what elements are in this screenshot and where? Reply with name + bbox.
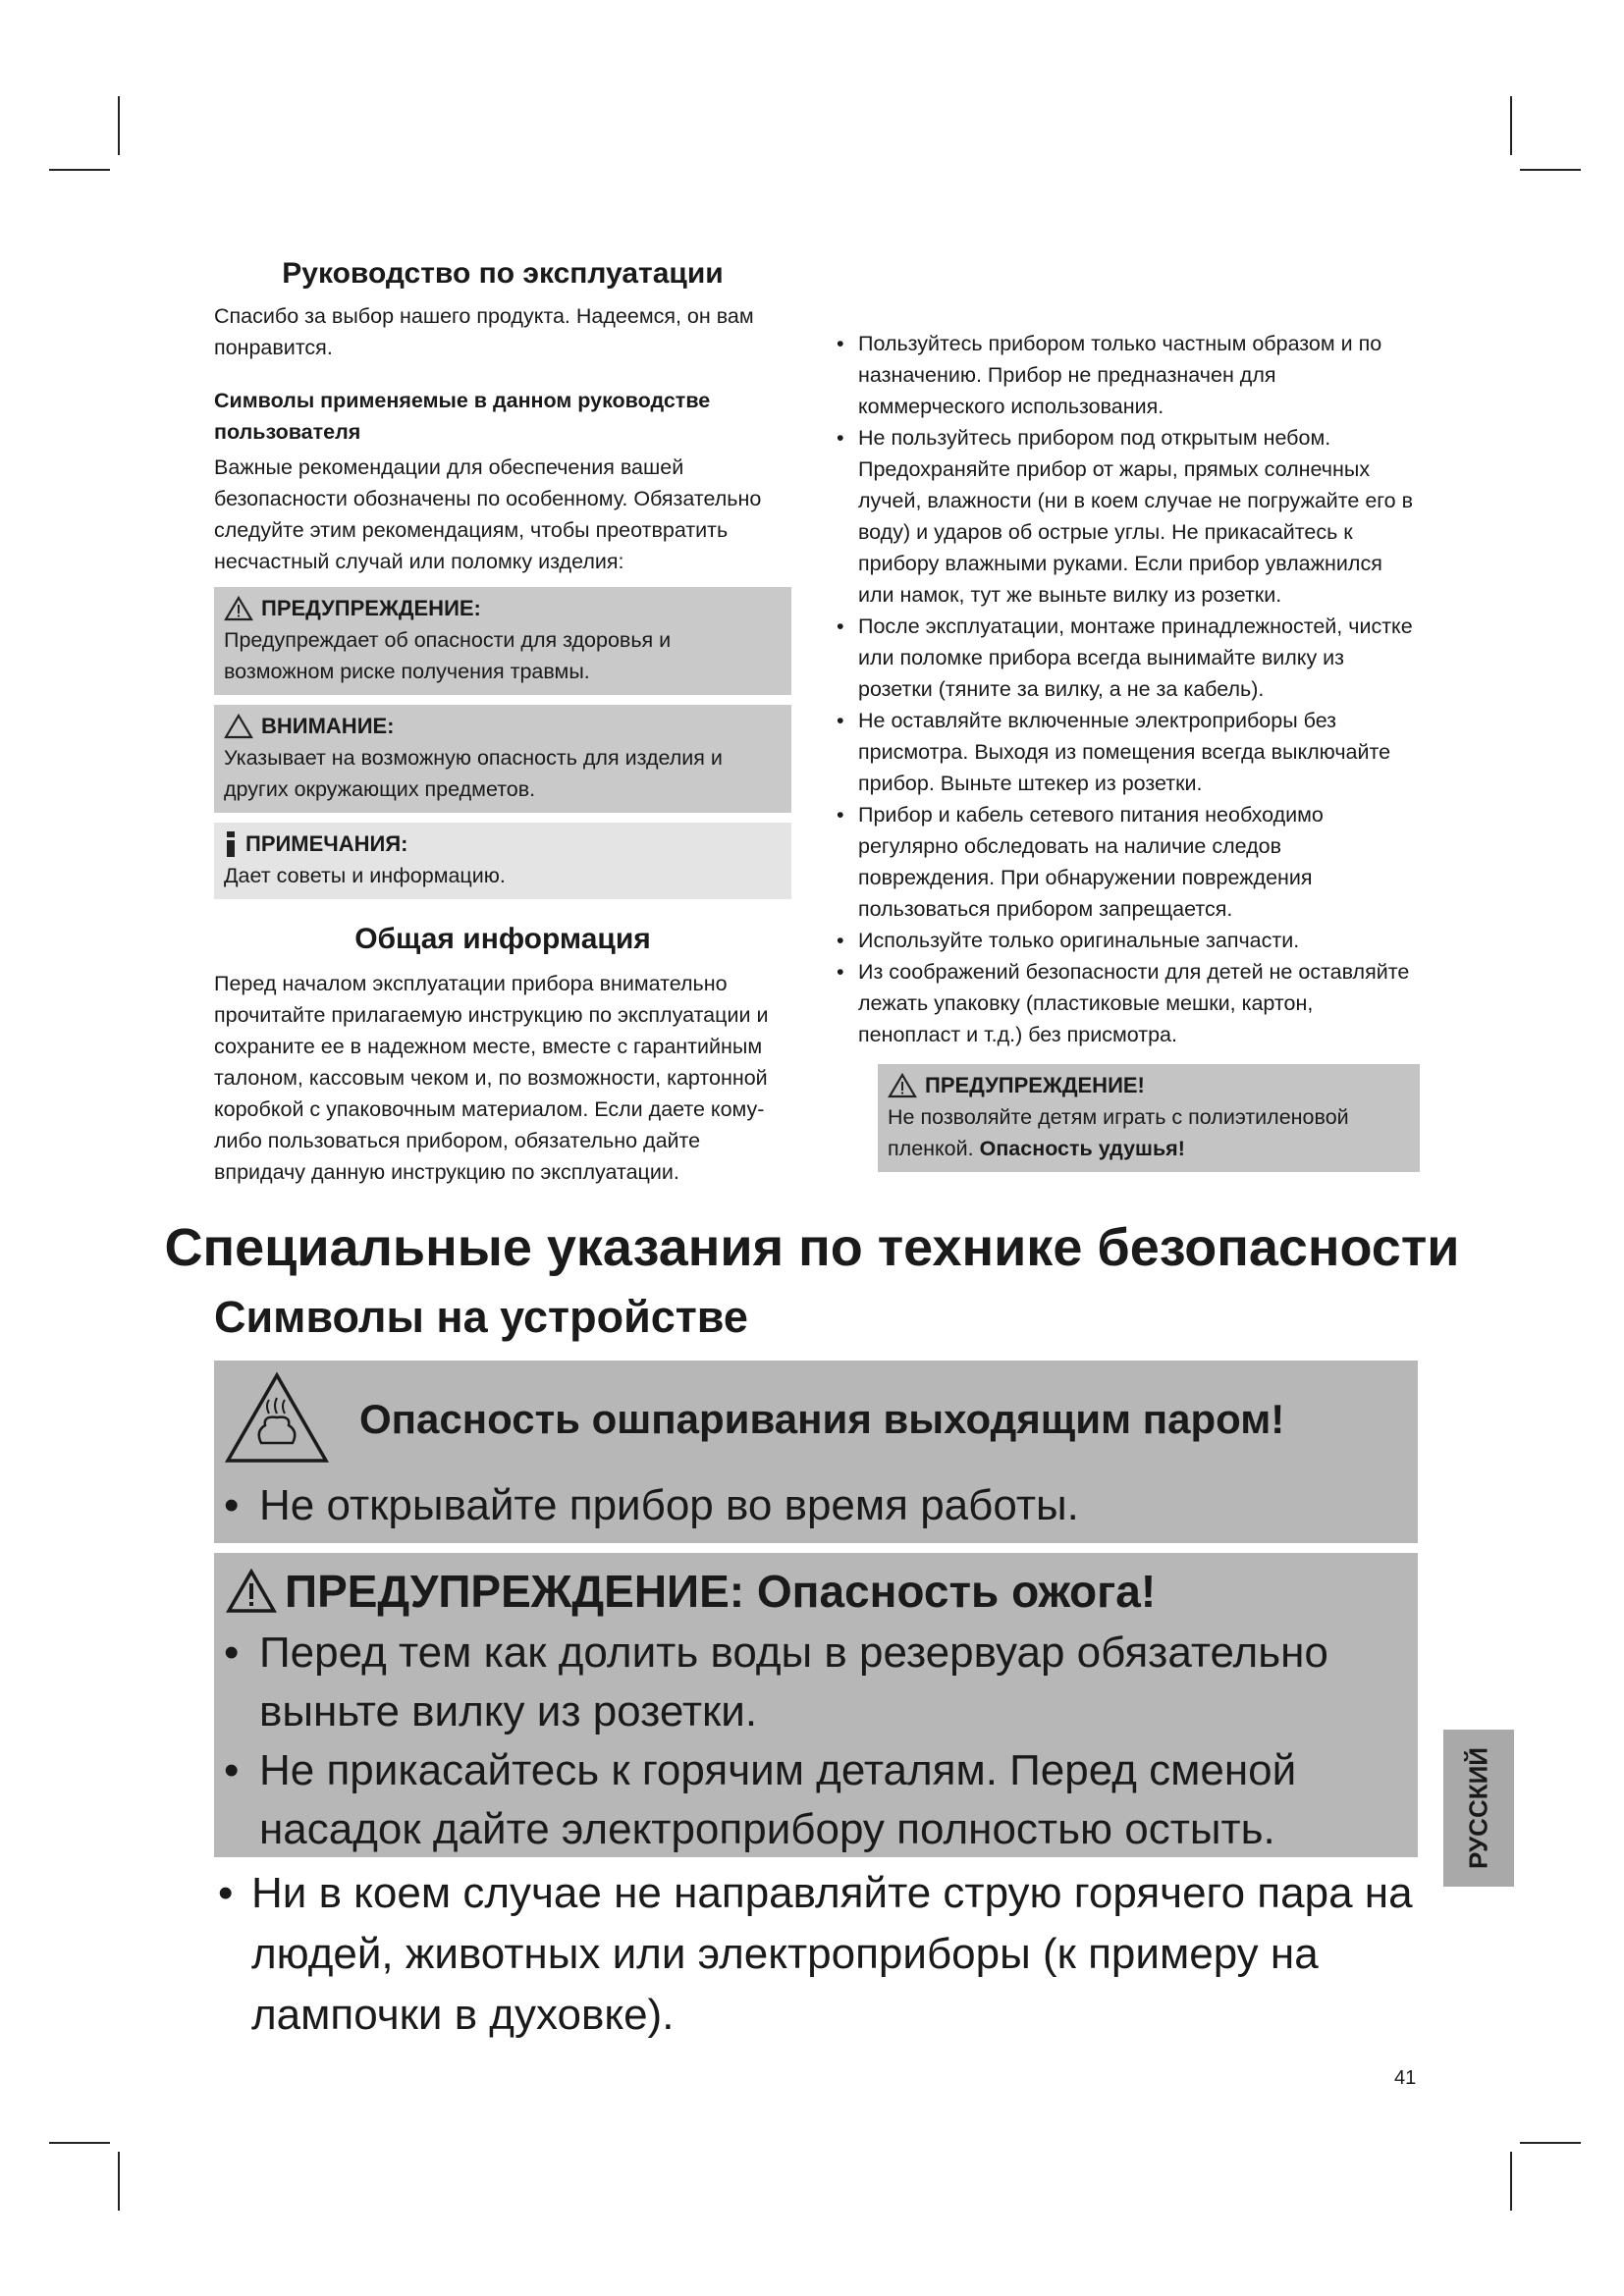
burn-warning-bullet: • Не прикасайтесь к горячим деталям. Перед сменой насадок дайте электроприбору полностью остыть. [214, 1741, 1418, 1859]
list-item: • Прибор и кабель сетевого питания необходимо регулярно обследовать на наличие следов повреждения. При обнаружении повреждения пользоваться прибором запрещается. [837, 799, 1420, 925]
crop-mark [49, 2142, 110, 2144]
steam-warning-box [214, 1361, 1418, 1543]
crop-mark [49, 169, 110, 171]
burn-warning-title: ПРЕДУПРЕЖДЕНИЕ: Опасность ожога! [285, 1566, 1157, 1617]
list-item: • Не оставляйте включенные электроприборы без присмотра. Выходя из помещения всегда выключайте прибор. Выньте штекер из розетки. [837, 705, 1420, 799]
general-info-text: Перед началом эксплуатации прибора внимательно прочитайте прилагаемую инструкцию по эксплуатации и сохраните ее в надежном месте, вместе с гарантийным талоном, кассовым чеком и, по возможности, картонной коробкой с упаковочным материалом. Если даете кому-либо пользоваться прибором, обязательно дайте впридачу данную инструкцию по эксплуатации. [214, 972, 769, 1184]
warning-box-title: ПРЕДУПРЕЖДЕНИЕ: [261, 596, 481, 620]
note-box-title: ПРИМЕЧАНИЯ: [245, 831, 408, 856]
steam-warning-bullet: • Не открывайте прибор во время работы. [214, 1476, 1418, 1535]
device-symbols-title: Символы на устройстве [214, 1292, 748, 1342]
warning-triangle-icon [226, 1569, 277, 1614]
note-box [214, 823, 791, 899]
list-item: • Используйте только оригинальные запчасти. [837, 925, 1420, 956]
language-tab-label: РУССКИЙ [1463, 1747, 1493, 1869]
children-warning-title: ПРЕДУПРЕЖДЕНИЕ! [925, 1073, 1145, 1097]
note-box-text: Дает советы и информацию. [224, 864, 506, 887]
steam-direction-warning [214, 1863, 1418, 2046]
crop-mark [118, 96, 120, 155]
children-warning-header [888, 1070, 1410, 1101]
warning-box-header [224, 593, 782, 624]
warning-triangle-icon [224, 596, 253, 621]
symbols-text: Важные рекомендации для обеспечения вашей безопасности обозначены по особенному. Обязательно следуйте этим рекомендациям, чтобы преотвратить несчастный случай или поломку изделия: [214, 455, 762, 573]
caution-triangle-icon [224, 714, 253, 739]
safety-list [837, 328, 1420, 1050]
burn-warning-box [214, 1553, 1418, 1857]
manual-title: Руководство по эксплуатации [282, 257, 724, 290]
symbols-subtitle: Символы применяемые в данном руководстве пользователя [214, 389, 711, 444]
burn-warning-header [214, 1561, 1418, 1622]
list-item: Ни в коем случае не направляйте струю горячего пара на людей, животных или электроприборы (к примеру на лампочки в духовке). [251, 1869, 1413, 2039]
warning-box-text: Предупреждает об опасности для здоровья и возможном риске получения травмы. [224, 628, 672, 683]
list-item: • Пользуйтесь прибором только частным образом и по назначению. Прибор не предназначен для коммерческого использования. [837, 328, 1420, 422]
crop-mark [1510, 96, 1512, 155]
list-item: • После эксплуатации, монтаже принадлежностей, чистке или поломке прибора всегда вынимайте вилку из розетки (тяните за вилку, а не за кабель). [837, 611, 1420, 705]
list-item: • Из соображений безопасности для детей не оставляйте лежать упаковку (пластиковые мешки, картон, пенопласт и т.д.) без присмотра. [837, 956, 1420, 1050]
right-column [837, 328, 1420, 1172]
children-warning-text [888, 1101, 1410, 1164]
note-box-header [224, 828, 782, 860]
warning-triangle-icon [888, 1073, 917, 1098]
children-warning-box [878, 1064, 1420, 1172]
hot-steam-warning-icon [222, 1370, 332, 1467]
page-number: 41 [1394, 2067, 1417, 2089]
caution-box-header [224, 711, 782, 742]
crop-mark [1510, 2152, 1512, 2211]
caution-box [214, 705, 791, 813]
warning-box [214, 587, 791, 695]
info-icon [224, 831, 238, 857]
caution-box-text: Указывает на возможную опасность для изделия и других окружающих предметов. [224, 746, 723, 801]
language-tab [1443, 1730, 1514, 1887]
general-info-title: Общая информация [354, 923, 651, 955]
list-item: • Не пользуйтесь прибором под открытым небом. Предохраняйте прибор от жары, прямых солнечных лучей, влажности (ни в коем случае не погружайте его в воду) и ударов об острые углы. Не прикасайтесь к прибору влажными руками. Если прибор увлажнился или намок, тут же выньте вилку из розетки. [837, 422, 1420, 611]
intro-text: Спасибо за выбор нашего продукта. Надеемся, он вам понравится. [214, 304, 754, 359]
crop-mark [118, 2152, 120, 2211]
crop-mark [1520, 2142, 1581, 2144]
safety-instructions-title: Специальные указания по технике безопасности [164, 1218, 1460, 1277]
suffocation-warning: Опасность удушья! [979, 1137, 1185, 1160]
crop-mark [1520, 169, 1581, 171]
steam-warning-title: Опасность ошпаривания выходящим паром! [359, 1396, 1285, 1442]
caution-box-title: ВНИМАНИЕ: [261, 714, 395, 738]
bullet-marker: • [218, 1869, 234, 1917]
left-column [214, 257, 791, 1188]
children-warning-body: Не позволяйте детям играть с полиэтиленовой пленкой. [888, 1105, 1349, 1160]
burn-warning-bullet: • Перед тем как долить воды в резервуар обязательно выньте вилку из розетки. [214, 1624, 1418, 1741]
